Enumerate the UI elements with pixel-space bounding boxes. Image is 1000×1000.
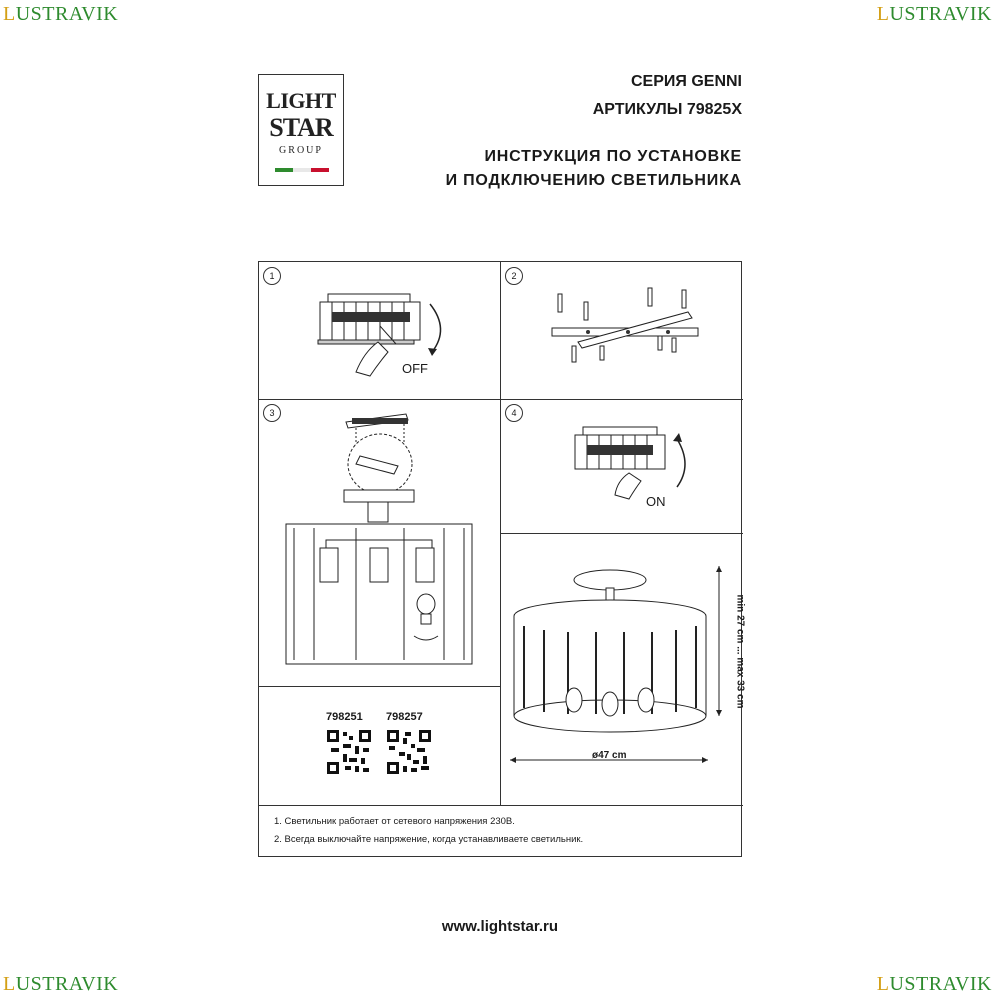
- logo-line-1: LIGHT: [266, 88, 336, 113]
- divider-row-1: [259, 399, 743, 400]
- instruction-title-line-1: ИНСТРУКЦИЯ ПО УСТАНОВКЕ: [484, 148, 742, 165]
- logo-line-2: STAR: [269, 113, 333, 142]
- website-link[interactable]: www.lightstar.ru: [441, 918, 559, 935]
- divider-row-3-left: [259, 686, 501, 687]
- height-dimension-label: min 27 cm ... max 33 cm: [734, 594, 746, 709]
- on-label: ON: [646, 494, 666, 509]
- instruction-title-line-2: И ПОДКЛЮЧЕНИЮ СВЕТИЛЬНИКА: [445, 172, 742, 189]
- product-code-1: 798251: [326, 711, 363, 723]
- assembled-fixture-illustration: [510, 562, 710, 772]
- articles-title: АРТИКУЛЫ 79825X: [592, 101, 742, 118]
- note-1: 1. Светильник работает от сетевого напряжения 230В.: [274, 816, 515, 827]
- lightstar-logo: [258, 74, 344, 186]
- divider-row-2-right: [500, 533, 743, 534]
- breaker-panel-off-illustration: [318, 290, 448, 380]
- logo-line-3: GROUP: [279, 145, 323, 156]
- qr-code-798257-icon: [387, 730, 431, 774]
- off-label: OFF: [402, 361, 428, 376]
- product-code-2: 798257: [386, 711, 423, 723]
- watermark-bottom-left: LUSTRAVIK: [3, 973, 119, 995]
- fixture-assembly-illustration: [286, 414, 476, 669]
- step-1-number: 1: [263, 267, 281, 285]
- note-2: 2. Всегда выключайте напряжение, когда устанавливаете светильник.: [274, 834, 584, 845]
- step-4-number: 4: [505, 404, 523, 422]
- watermark-top-right: LUSTRAVIK: [876, 3, 992, 25]
- divider-notes: [259, 805, 743, 806]
- italian-flag-icon: [275, 168, 329, 172]
- watermark-bottom-right: LUSTRAVIK: [876, 973, 992, 995]
- breaker-panel-on-illustration: [573, 425, 703, 505]
- mounting-bracket-illustration: [548, 288, 708, 378]
- watermark-top-left: LUSTRAVIK: [3, 3, 119, 25]
- step-3-number: 3: [263, 404, 281, 422]
- height-dimension-arrow: [716, 566, 722, 718]
- qr-code-798251-icon: [327, 730, 371, 774]
- step-2-number: 2: [505, 267, 523, 285]
- series-title: СЕРИЯ GENNI: [630, 73, 742, 90]
- diameter-dimension-label: ø47 cm: [592, 750, 627, 761]
